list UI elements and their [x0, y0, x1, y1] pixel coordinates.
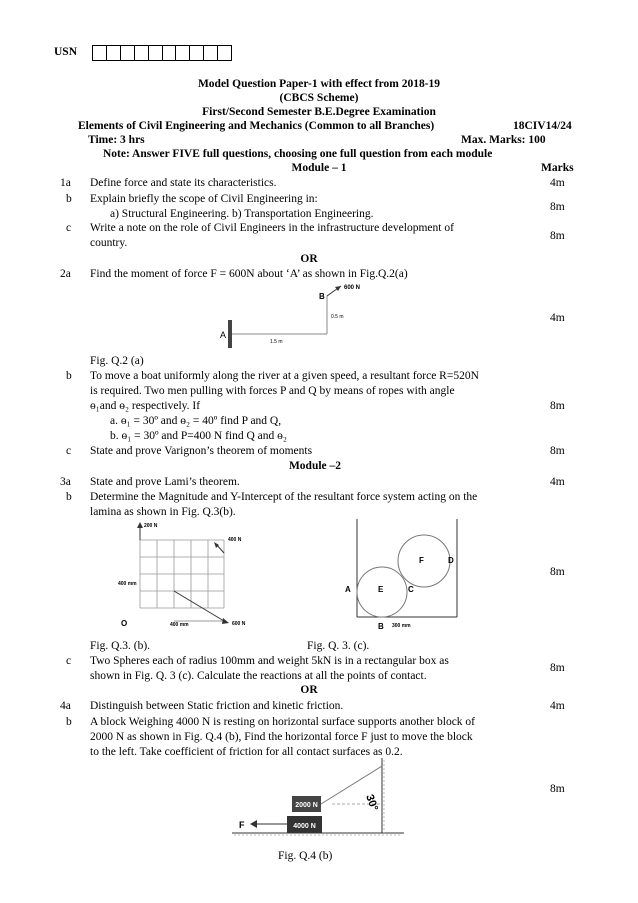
q2b-line3: ɵ₁and ɵ₂ respectively. If: [90, 400, 201, 412]
q3c-line2: shown in Fig. Q. 3 (c). Calculate the reactions at all the points of contact.: [90, 670, 427, 682]
q4a-text: Distinguish between Static friction and kinetic friction.: [90, 700, 344, 712]
q4a-marks: 4m: [550, 700, 565, 712]
usn-boxes: [92, 45, 232, 61]
fig-q3c: [340, 516, 470, 630]
q3b-line2: lamina as shown in Fig. Q.3(b).: [90, 506, 236, 518]
q2b-line2: is required. Two men pulling with forces P and Q by means of ropes with angle: [90, 385, 455, 397]
fig-q2a: [215, 282, 365, 352]
q1a-num: 1a: [60, 177, 71, 189]
point-a-label: A: [220, 330, 227, 340]
q3c-line1: Two Spheres each of radius 100mm and weight 5kN is in a rectangular box as: [90, 655, 449, 667]
force-200-label: 200 N: [144, 523, 158, 529]
force-f-label: F: [239, 820, 245, 830]
usn-label: USN: [54, 46, 78, 58]
q3b-line1: Determine the Magnitude and Y-Intercept of the resultant force system acting on the: [90, 491, 478, 503]
exam-name: First/Second Semester B.E.Degree Examination: [202, 106, 436, 118]
fig-q2a-caption: Fig. Q.2 (a): [90, 355, 144, 367]
q4a-num: 4a: [60, 700, 71, 712]
or-1: OR: [300, 253, 318, 265]
point-c: C: [408, 585, 414, 594]
force-600-head: [222, 618, 229, 624]
max-marks: Max. Marks: 100: [461, 134, 546, 146]
fig-q4b-caption: Fig. Q.4 (b): [278, 850, 333, 862]
force-label: 600 N: [344, 285, 361, 291]
block-4000-label: 4000 N: [293, 823, 316, 830]
q4b-num: b: [66, 716, 72, 728]
dim-width: 300 mm: [392, 623, 411, 629]
angle-label: 30°: [363, 792, 381, 813]
q1a-text: Define force and state its characteristics.: [90, 177, 277, 189]
q3a-text: State and prove Lami’s theorem.: [90, 476, 240, 488]
scheme: (CBCS Scheme): [279, 92, 359, 104]
paper-title: Model Question Paper-1 with effect from 2018-19: [197, 78, 441, 90]
q2b-line4: a. ɵ₁ = 30º and ɵ₂ = 40º find P and Q,: [110, 415, 282, 427]
q4b-line2: 2000 N as shown in Fig. Q.4 (b), Find the horizontal force F just to move the block: [90, 731, 473, 743]
module1-title: Module – 1: [291, 162, 347, 174]
note: Note: Answer FIVE full questions, choosing one full question from each module: [103, 148, 493, 160]
q1c-line1: Write a note on the role of Civil Engineers in the infrastructure development of: [90, 222, 454, 234]
q2c-text: State and prove Varignon’s theorem of moments: [90, 445, 313, 457]
q1b-num: b: [66, 193, 72, 205]
q3c-marks: 8m: [550, 662, 565, 674]
q2a-marks: 4m: [550, 312, 565, 324]
subject-code: 18CIV14/24: [513, 120, 572, 132]
q1b-line1: Explain briefly the scope of Civil Engineering in:: [90, 193, 318, 205]
q2b-line5: b. ɵ₁ = 30º and P=400 N find Q and ɵ₂: [110, 430, 287, 442]
module2-title: Module –2: [288, 460, 342, 472]
q2c-num: c: [66, 445, 72, 457]
q1b-line2: a) Structural Engineering. b) Transportation Engineering.: [110, 208, 374, 220]
marks-header: Marks: [541, 162, 574, 174]
q2b-num: b: [66, 370, 72, 382]
force-200-head: [137, 522, 143, 528]
fig-q3c-caption: Fig. Q. 3. (c).: [307, 640, 370, 652]
block-2000-label: 2000 N: [295, 802, 318, 809]
fig-q4b: [232, 758, 404, 844]
q2c-marks: 8m: [550, 445, 565, 457]
force-400-label: 400 N: [228, 537, 242, 543]
or-2: OR: [300, 684, 318, 696]
force-600-label: 600 N: [232, 621, 246, 627]
point-a: A: [345, 585, 351, 594]
center-f: F: [419, 556, 424, 565]
dim-v-label: 400 mm: [118, 581, 137, 587]
force-f-head: [250, 820, 257, 828]
q3a-marks: 4m: [550, 476, 565, 488]
q1c-num: c: [66, 222, 72, 234]
q1a-marks: 4m: [550, 177, 565, 189]
subject: Elements of Civil Engineering and Mechanics (Common to all Branches): [78, 120, 435, 132]
force-600-line: [174, 591, 224, 621]
q2b-marks: 8m: [550, 400, 565, 412]
q4b-line1: A block Weighing 4000 N is resting on horizontal surface supports another block of: [90, 716, 475, 728]
wall-support: [228, 320, 232, 348]
fig-q3b: [112, 518, 262, 630]
sphere-f: [398, 535, 450, 587]
q1c-line2: country.: [90, 237, 128, 249]
fig-q3b-caption: Fig. Q.3. (b).: [90, 640, 151, 652]
dim-h-label: 0.5 m: [331, 314, 344, 320]
point-b-label: B: [319, 292, 325, 301]
dim-h-label: 400 mm: [170, 622, 189, 628]
q2a-text: Find the moment of force F = 600N about ‘A’ as shown in Fig.Q.2(a): [90, 268, 408, 280]
dim-w-label: 1.5 m: [270, 339, 283, 345]
q2a-num: 2a: [60, 268, 71, 280]
q3c-num: c: [66, 655, 72, 667]
q4b-line3: to the left. Take coefficient of friction for all contact surfaces as 0.2.: [90, 746, 403, 758]
point-d: D: [448, 556, 454, 565]
q1b-marks: 8m: [550, 201, 565, 213]
point-b: B: [378, 622, 384, 630]
time: Time: 3 hrs: [88, 134, 145, 146]
q3a-num: 3a: [60, 476, 71, 488]
q1c-marks: 8m: [550, 230, 565, 242]
q2b-line1: To move a boat uniformly along the river at a given speed, a resultant force R=520N: [90, 370, 479, 382]
origin-label: O: [121, 619, 128, 628]
center-e: E: [378, 585, 384, 594]
q3b-marks: 8m: [550, 566, 565, 578]
q3b-num: b: [66, 491, 72, 503]
q4b-marks: 8m: [550, 783, 565, 795]
